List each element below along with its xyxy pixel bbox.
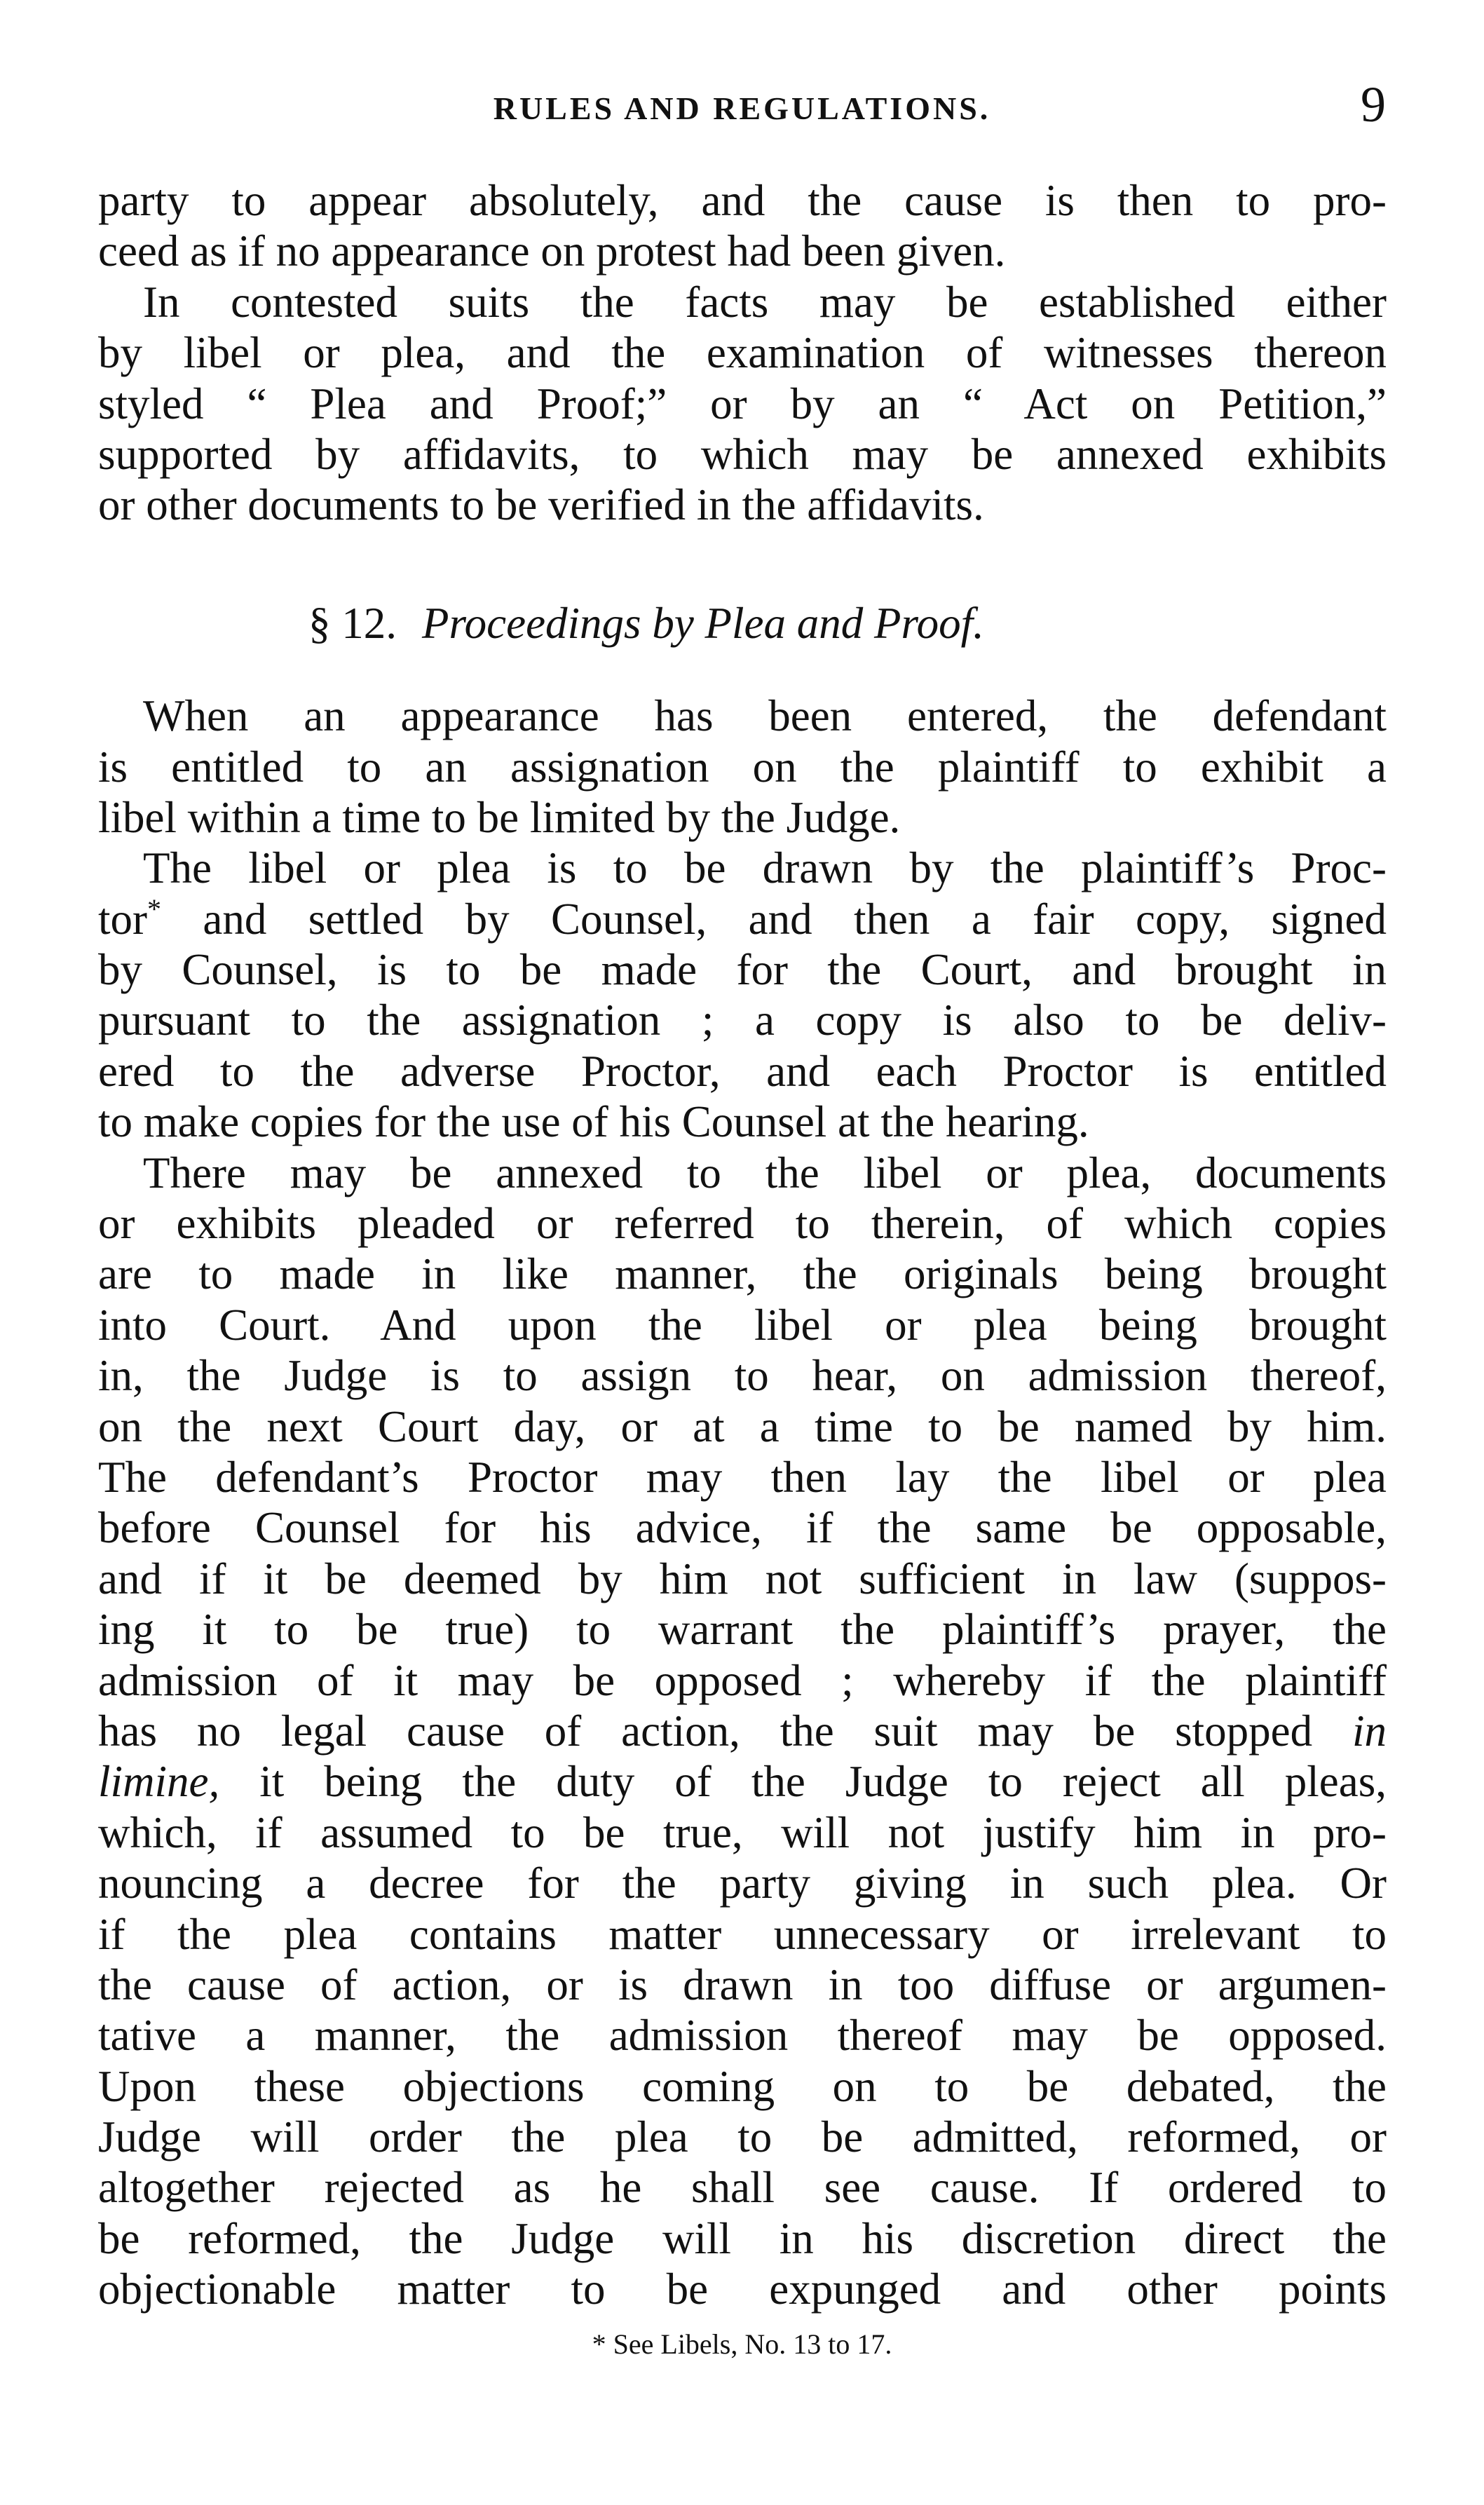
italic-phrase: in [1352, 1706, 1387, 1756]
text-line: be reformed, the Judge will in his discretion direct the [98, 2213, 1387, 2263]
text-line: party to appear absolutely, and the cause is then to pro- [98, 176, 1387, 225]
text-line: the cause of action, or is drawn in too diffuse or argumen- [98, 1960, 1387, 2009]
text-line: ered to the adverse Proctor, and each Proctor is entitled [98, 1046, 1387, 1096]
text-line: or exhibits pleaded or referred to therein, of which copies [98, 1199, 1387, 1249]
text-line: supported by affidavits, to which may be annexed exhibits [98, 429, 1387, 479]
text-fragment: has no legal cause of action, the suit may be stopped [98, 1706, 1352, 1756]
text-line: pursuant to the assignation ; a copy is also to be deliv- [98, 996, 1387, 1045]
text-fragment: it being the duty of the Judge to reject all pleas, [219, 1757, 1387, 1807]
page-number: 9 [1361, 76, 1386, 133]
footnote: * See Libels, No. 13 to 17. [592, 2328, 892, 2360]
text-line: to make copies for the use of his Counsel at the hearing. [98, 1097, 1089, 1147]
text-line: Upon these objections coming on to be debated, the [98, 2061, 1387, 2111]
text-line: There may be annexed to the libel or plea, documents [143, 1148, 1387, 1197]
running-title: RULES AND REGULATIONS. [493, 90, 991, 126]
text-line: which, if assumed to be true, will not justify him in pro- [98, 1807, 1387, 1857]
text-line: by Counsel, is to be made for the Court, and brought in [98, 945, 1387, 995]
text-line: or other documents to be verified in the affidavits. [98, 480, 984, 530]
text-fragment: tor [98, 894, 147, 944]
body-text [98, 175, 1387, 2315]
text-line: into Court. And upon the libel or plea being brought [98, 1300, 1387, 1350]
text-line: objectionable matter to be expunged and other points [98, 2265, 1387, 2314]
text-line: altogether rejected as he shall see cause. If ordered to [98, 2163, 1387, 2213]
paragraph-libel-drawn [98, 843, 1387, 1147]
paragraph-annexed [98, 1148, 1387, 2315]
text-line: and if it be deemed by him not sufficient in law (suppos- [98, 1554, 1387, 1603]
text-line: if the plea contains matter unnecessary or irrelevant to [98, 1909, 1387, 1959]
paragraph-continuation [98, 175, 1387, 277]
text-fragment: and settled by Counsel, and then a fair copy, signed [161, 894, 1387, 944]
text-line: ing it to be true) to warrant the plaintiff’s prayer, the [98, 1605, 1387, 1655]
running-head [98, 76, 1386, 132]
text-line: admission of it may be opposed ; whereby if the plaintiff [98, 1655, 1387, 1705]
section-number: § 12. [308, 598, 397, 648]
text-line: styled “ Plea and Proof;” or by an “ Act on Petition,” [98, 379, 1387, 428]
text-line: by libel or plea, and the examination of witnesses thereon [98, 328, 1387, 378]
spacer [98, 649, 1387, 691]
section-heading [98, 598, 1387, 649]
footnote-reference: * [147, 892, 161, 925]
text-line: The libel or plea is to be drawn by the plaintiff’s Proc- [143, 843, 1387, 893]
text-line [98, 1756, 1387, 1807]
text-line: Judge will order the plea to be admitted, reformed, or [98, 2112, 1387, 2162]
text-line: The defendant’s Proctor may then lay the libel or plea [98, 1452, 1387, 1502]
text-line: in, the Judge is to assign to hear, on admission thereof, [98, 1351, 1387, 1401]
text-line: In contested suits the facts may be established either [143, 277, 1387, 327]
text-line: before Counsel for his advice, if the same be opposable, [98, 1503, 1387, 1553]
italic-phrase: limine, [98, 1757, 220, 1807]
text-line: are to made in like manner, the originals being brought [98, 1249, 1387, 1299]
paragraph-contested-suits [98, 277, 1387, 531]
text-line: tative a manner, the admission thereof may be opposed. [98, 2011, 1387, 2061]
text-line: When an appearance has been entered, the defendant [143, 691, 1387, 741]
text-line: on the next Court day, or at a time to be named by him. [98, 1401, 1387, 1451]
spacer [98, 531, 1387, 598]
text-line: ceed as if no appearance on protest had been given. [98, 226, 1006, 276]
text-line: libel within a time to be limited by the Judge. [98, 792, 901, 842]
paragraph-appearance [98, 691, 1387, 843]
section-title: Proceedings by Plea and Proof. [422, 598, 984, 648]
text-line: nouncing a decree for the party giving in such plea. Or [98, 1859, 1387, 1908]
text-line [98, 894, 1387, 944]
text-line: is entitled to an assignation on the plaintiff to exhibit a [98, 742, 1387, 792]
text-line [98, 1706, 1387, 1756]
